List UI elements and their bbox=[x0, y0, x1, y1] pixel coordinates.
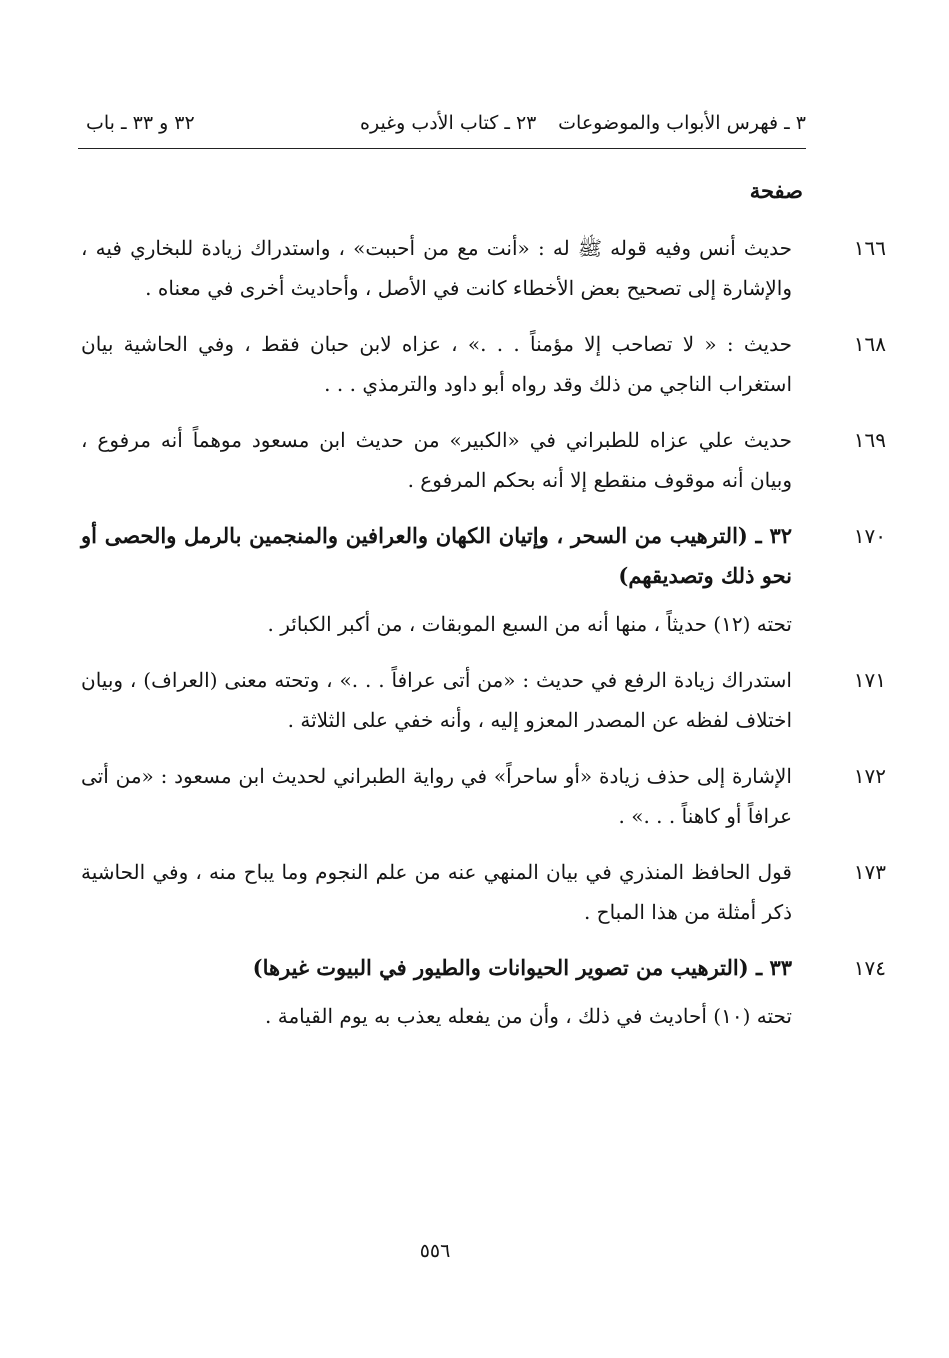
entry-page-number: ١٧٣ bbox=[853, 860, 886, 884]
header-book-title: ٢٣ ـ كتاب الأدب وغيره bbox=[360, 112, 537, 134]
running-header bbox=[78, 112, 806, 149]
index-entry bbox=[81, 324, 886, 404]
entry-text: قول الحافظ المنذري في بيان المنهي عنه من علم النجوم وما يباح منه ، وفي الحاشية ذكر أمثلة من هذا المباح . bbox=[81, 860, 792, 924]
index-entry bbox=[81, 852, 886, 932]
entry-text: حديث علي عزاه للطبراني في «الكبير» من حديث ابن مسعود موهماً أنه مرفوع ، وبيان أنه موقوف منقطع إلا أنه بحكم المرفوع . bbox=[81, 428, 792, 492]
chapter-heading-entry bbox=[81, 516, 886, 644]
entry-text: حديث : « لا تصاحب إلا مؤمناً . . .» ، عزاه لابن حبان فقط ، وفي الحاشية بيان استغراب الناجي من ذلك وقد رواه أبو داود والترمذي . . . bbox=[81, 332, 792, 396]
chapter-heading-entry bbox=[81, 948, 886, 1036]
entry-text: حديث أنس وفيه قوله ﷺ له : «أنت مع من أحببت» ، واستدراك زيادة للبخاري فيه ، والإشارة إلى تصحيح بعض الأخطاء كانت في الأصل ، وأحاديث أخرى في معناه . bbox=[81, 236, 792, 300]
chapter-heading: ٣٢ ـ (الترهيب من السحر ، وإتيان الكهان والعرافين والمنجمين بالرمل والحصى أو نحو ذلك وتصديقهم) bbox=[81, 523, 792, 588]
chapter-heading: ٣٣ ـ (الترهيب من تصوير الحيوانات والطيور في البيوت غيرها) bbox=[252, 955, 792, 980]
page-number: ٥٥٦ bbox=[419, 1240, 451, 1262]
header-section-title: ٣ ـ فهرس الأبواب والموضوعات bbox=[558, 112, 806, 134]
page-column-label: صفحة bbox=[749, 178, 803, 203]
index-entry bbox=[81, 756, 886, 836]
entry-page-number: ١٦٦ bbox=[853, 236, 886, 260]
entry-page-number: ١٦٩ bbox=[853, 428, 886, 452]
entry-page-number: ١٧٢ bbox=[853, 764, 886, 788]
index-entry bbox=[81, 228, 886, 308]
entry-page-number: ١٧١ bbox=[853, 668, 886, 692]
entry-page-number: ١٦٨ bbox=[853, 332, 886, 356]
index-entry bbox=[81, 660, 886, 740]
index-entry bbox=[81, 420, 886, 500]
header-chapter-range: ٣٢ و ٣٣ ـ باب bbox=[86, 112, 195, 134]
entry-page-number: ١٧٠ bbox=[853, 524, 886, 548]
entry-text: استدراك زيادة الرفع في حديث : «من أتى عرافاً . . .» ، وتحته معنى (العراف) ، وبيان اختلاف لفظه عن المصدر المعزو إليه ، وأنه خفي على الثلاثة . bbox=[81, 668, 792, 732]
entry-text: الإشارة إلى حذف زيادة «أو ساحراً» في رواية الطبراني لحديث ابن مسعود : «من أتى عرافاً أو كاهناً . . .» . bbox=[81, 764, 792, 828]
chapter-summary: تحته (١٠) أحاديث في ذلك ، وأن من يفعله يعذب به يوم القيامة . bbox=[265, 1004, 792, 1028]
entry-page-number: ١٧٤ bbox=[853, 956, 886, 980]
index-entries bbox=[81, 228, 886, 1052]
chapter-summary: تحته (١٢) حديثاً ، منها أنه من السبع الموبقات ، من أكبر الكبائر . bbox=[267, 612, 792, 636]
